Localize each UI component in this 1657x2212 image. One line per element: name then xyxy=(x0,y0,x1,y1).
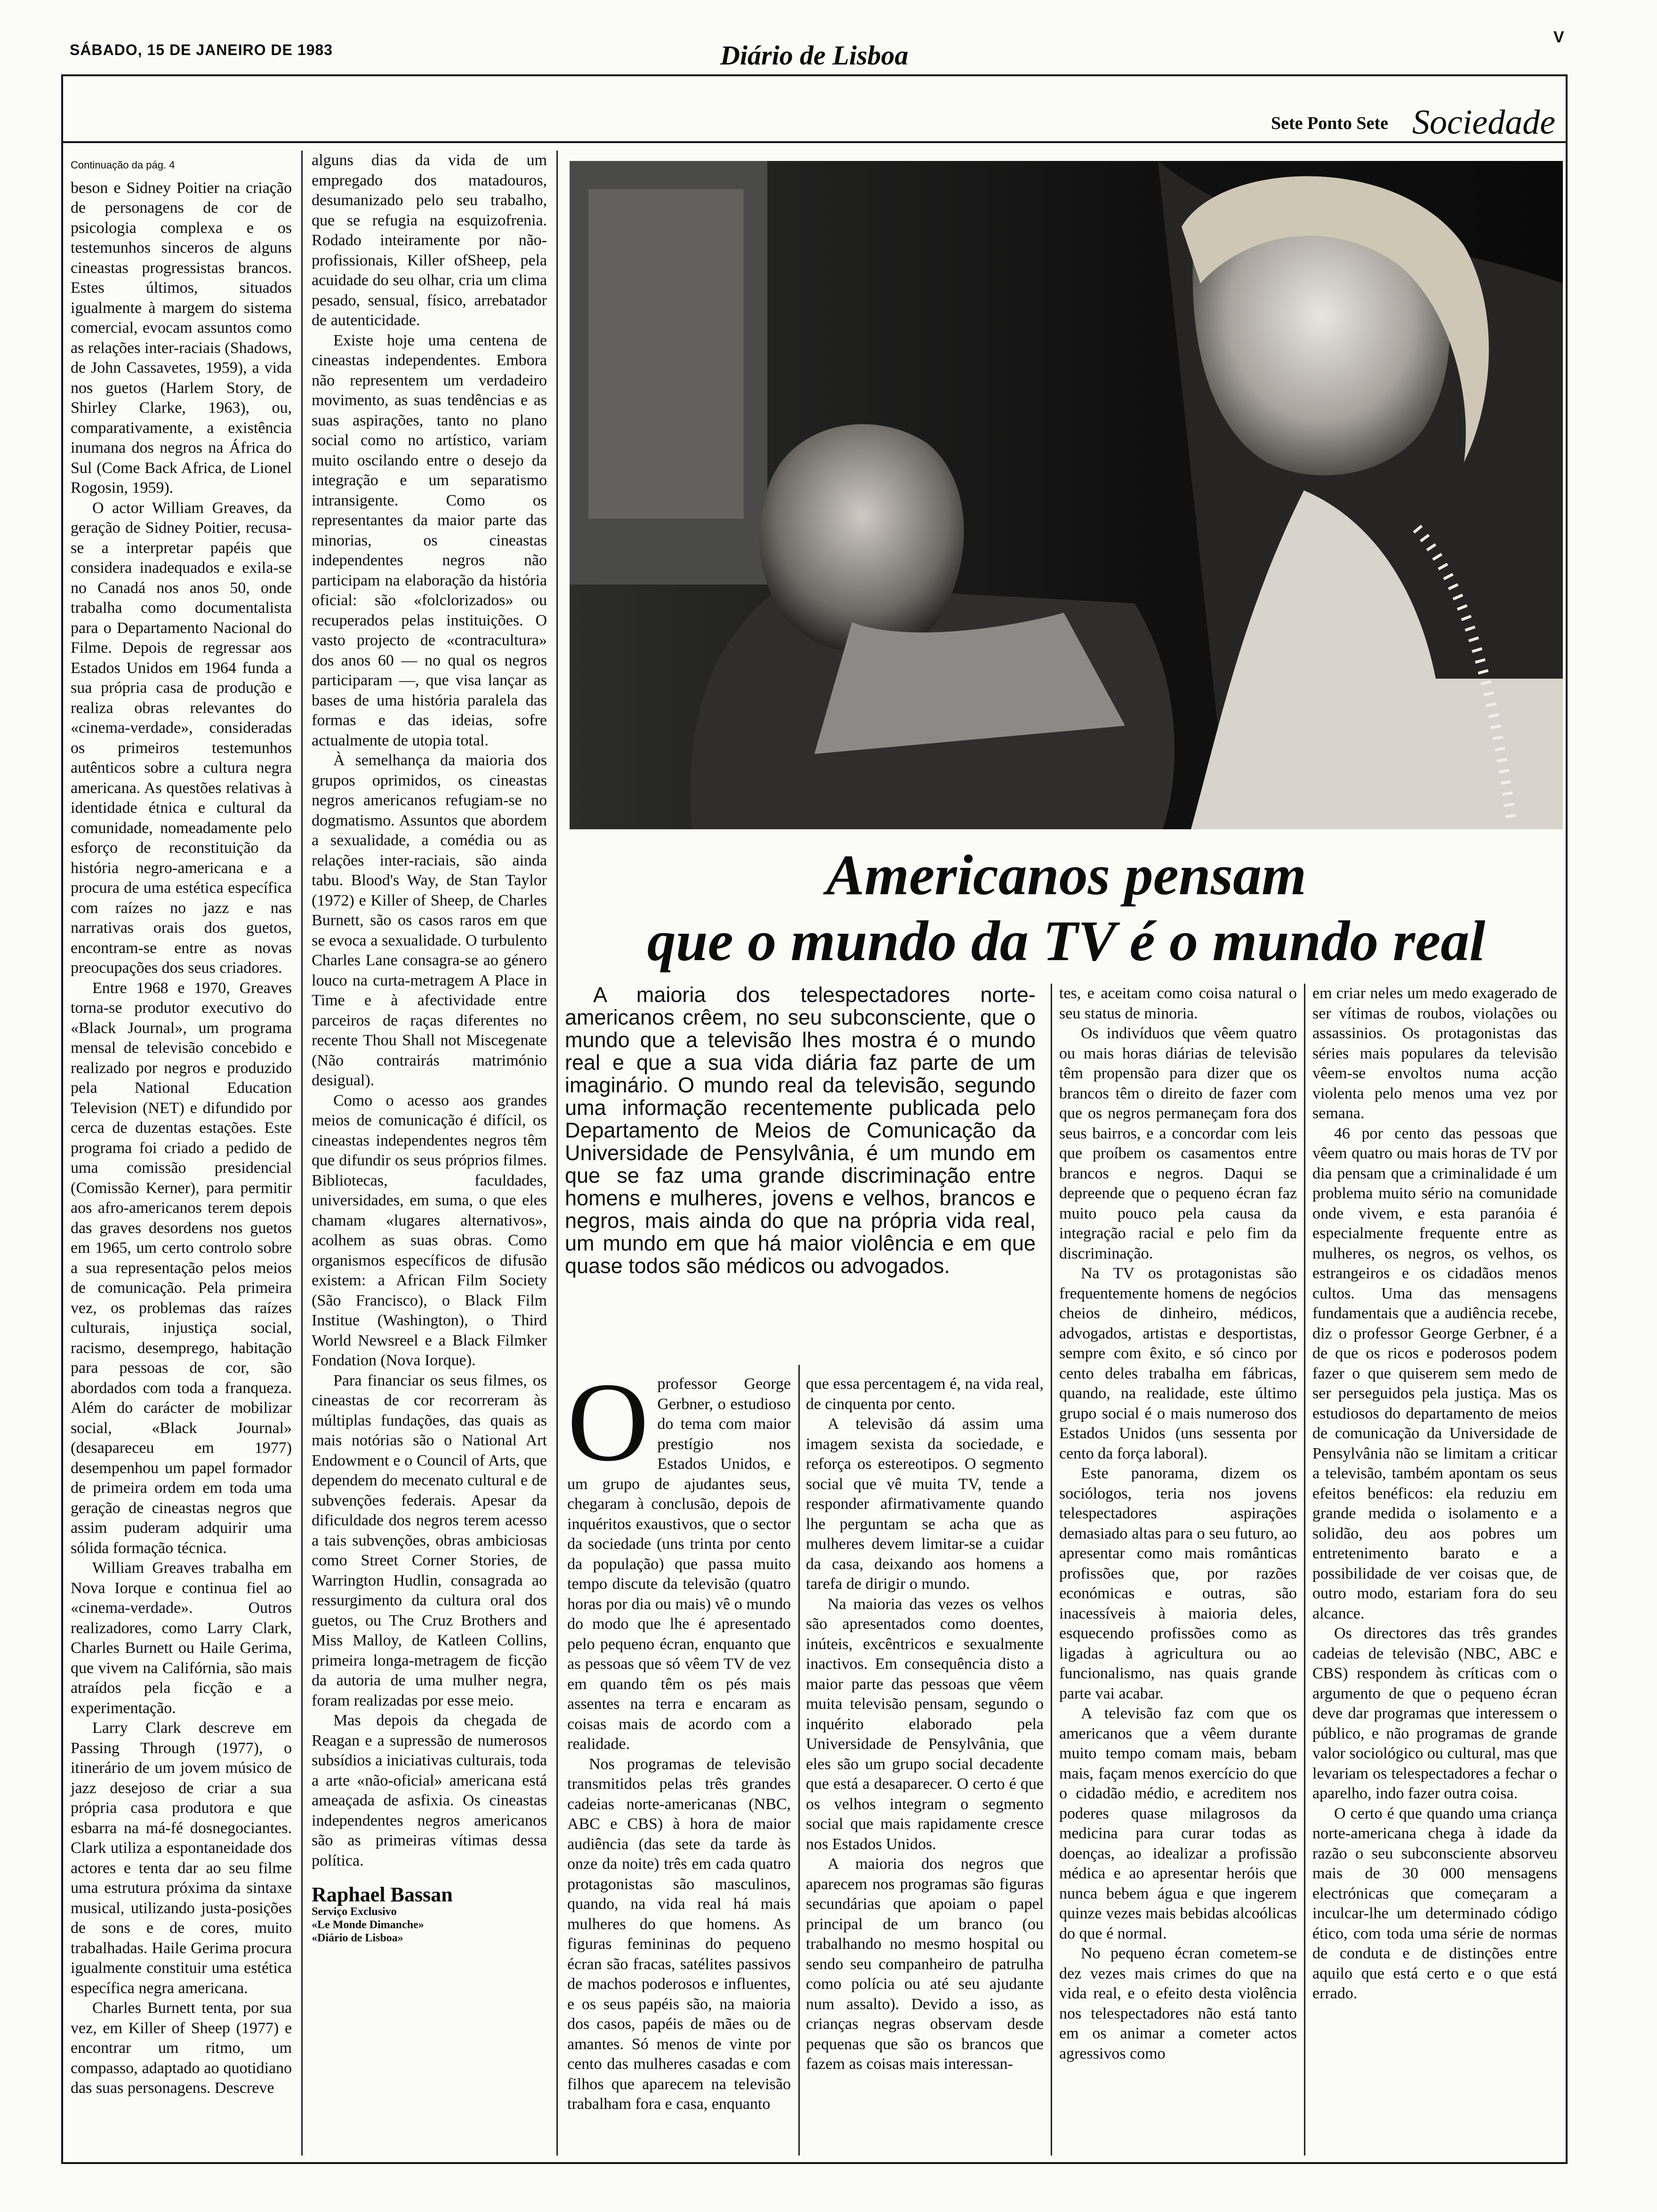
continued-note: Continuação da pág. 4 xyxy=(71,159,175,171)
masthead: Diário de Lisboa xyxy=(720,40,909,71)
paragraph xyxy=(567,1359,791,1755)
headline-line-2: que o mundo da TV é o mundo real xyxy=(647,909,1486,973)
tv-article-col-3 xyxy=(1059,984,1297,2064)
paragraph: alguns dias da vida de um empregado dos matadouros, desumanizado pelo seu trabalho, que se refugia na esquizofrenia. Rodado inteiramente por não-profissionais, Killer ofSheep, pela acuidade do seu olhar, cria um clima pesado, sensual, físico, arrebatador de autenticidade. xyxy=(312,152,547,329)
credit-line: «Le Monde Dimanche» xyxy=(312,1918,424,1931)
column-rule xyxy=(556,151,558,2156)
paragraph: À semelhança da maioria dos grupos oprimidos, os cineastas negros americanos refugiam-se no dogmatismo. Assuntos que abordem a sexualidade, a comédia ou as relações inter-raciais, são ainda tabu. Blood's Way, de Stan Taylor (1972) e Killer of Sheep, de Charles Burnett, são os casos raros em que se evoca a sexualidade. O turbulento Charles Lane consagra-se ao género louco na curta-metragem A Place in Time e à afectividade entre parceiros de raças diferentes no recente Thou Shall not Miscegenate (Não contrairás matrimónio desigual). xyxy=(312,752,547,1089)
paragraph: Como o acesso aos grandes meios de comunicação é difícil, os cineastas independentes negros têm que difundir os seus próprios filmes. Bibliotecas, faculdades, universidades, em suma, o que eles chamam «lugares alternativos», acolhem as suas obras. Como organismos específicos de difusão existem: a African Film Society (São Francisco), o Black Film Institue (Washington), o Third World Newsreel e a Black Filmker Fondation (Nova Iorque). xyxy=(312,1091,547,1369)
paragraph: Existe hoje uma centena de cineastas independentes. Embora não representem um verdadeiro movimento, as suas tendências e as suas aspirações, tanto no plano social como no artístico, variam muito oscilando entre o desejo da integração e um separatismo intransigente. Como os representantes da maior parte das minorias, os cineastas independentes negros não participam na elaboração da história oficial: são «folclorizados» ou recuperados pelas instituições. O vasto projecto de «contracultura» dos anos 60 — no qual os negros participaram —, que visa lançar as bases de uma história paralela das formas e das ideias, sofre actualmente de utopia total. xyxy=(312,331,547,749)
paragraph: A televisão dá assim uma imagem sexista da sociedade, e reforça os estereotipos. O segmento social que vê muita TV, tende a responder afirmativamente quando lhe perguntam se acha que as mulheres devem limitar-se a cuidar da casa, deixando aos homens a tarefa de dirigir o mundo. xyxy=(806,1415,1044,1593)
lead-paragraph: A maioria dos telespectadores norte-americanos crêem, no seu subconsciente, que o mundo que a televisão lhes mostra é o mundo real e que a sua vida diária faz parte de um imaginário. O mundo real da televisão, segundo uma informação recentemente publicada pelo Departamento de Meios de Comunicação da Universidade de Pensylvânia, é um mundo em que se faz uma grande discriminação entre homens e mulheres, jovens e velhos, brancos e negros, mais ainda do que na própria vida real, um mundo em que há maior violência e em que quase todos são médicos ou advogados. xyxy=(565,983,1036,1278)
paragraph: Os indivíduos que vêem quatro ou mais horas diárias de televisão têm propensão para dizer que os brancos têm o direito de fazer com que os negros permaneçam fora dos seus bairros, e a concordar com leis que proíbem os casamentos entre brancos e negros. Daqui se depreende que o pequeno écran faz muito pouco pela causa da integração racial e pelo fim da discriminação. xyxy=(1059,1025,1297,1262)
column-rule xyxy=(798,1365,800,2156)
film-still-photo xyxy=(570,161,1563,829)
paragraph-text: professor George Gerbner, o estudioso do tema com maior prestígio nos Estados Unidos, e um grupo de ajudantes seus, chegaram à conclusão, depois de inquéritos exaustivos, que o sector da sociedade (uns trinta por cento da população) que passa muito tempo discute da televisão (quatro horas por dia ou mais) vê o mundo do modo que lhe é apresentado pelo pequeno écran, enquanto que as pessoas que só vêem TV de vez em quando têm os pés mais assentes na terra e encaram as coisas mais de acordo com a realidade. xyxy=(567,1375,791,1753)
paragraph: Na maioria das vezes os velhos são apresentados como doentes, inúteis, excêntricos e sexualmente inactivos. Em consequência disto a maior parte das pessoas que vêem muita televisão pensam, segundo o inquérito elaborado pela Universidade de Pensylvânia, que eles são um grupo social decadente que está a desaparecer. O certo é que os velhos integram o segmento social que mais rapidamente cresce nos Estados Unidos. xyxy=(806,1595,1044,1853)
paragraph: Charles Burnett tenta, por sua vez, em Killer of Sheep (1977) e encontrar um ritmo, um compasso, adaptado ao quotidiano das suas personagens. Descreve xyxy=(71,1999,292,2097)
paragraph: em criar neles um medo exagerado de ser vítimas de roubos, violações ou assassinios. Os protagonistas das séries mais populares da televisão vêem-se envoltos numa acção violenta pelo menos uma vez por semana. xyxy=(1312,985,1557,1122)
paragraph: Nos programas de televisão transmitidos pelas três grandes cadeias norte-americanas (NBC, ABC e CBS) à hora de maior audiência (das sete da tarde às onze da noite) três em cada quatro protagonistas são masculinos, quando, na vida real há mais mulheres do que homens. As figuras femininas do pequeno écran são fracas, satélites passivos de machos poderosos e influentes, e os seus papéis são, na maioria dos casos, papéis de mães ou de amantes. Só menos de vinte por cento das mulheres casadas e com filhos que aparecem na televisão trabalham fora e casa, enquanto xyxy=(567,1755,791,2113)
tv-article-col-2 xyxy=(806,1374,1044,2075)
tv-article-col-1 xyxy=(567,1359,791,2115)
paragraph: Os directores das três grandes cadeias de televisão (NBC, ABC e CBS) respondem às críticas com o argumento de que o pequeno écran deve dar programas que interessem o público, e não programas de grande valor sociológico ou cultural, mas que levariam os telespectadores a fechar o aparelho, indo fazer outra coisa. xyxy=(1312,1625,1557,1802)
paragraph: Larry Clark descreve em Passing Through (1977), o itinerário de um jovem músico de jazz desejoso de criar a sua própria casa produtora e que esbarra na má-fé dosnegociantes. Clark utiliza a espontaneidade dos actores e tenta dar ao seu filme uma estrutura próxima da sintaxe musical, utilizando justa-posições de sons e de cores, muito trabalhadas. Haile Gerima procura igualmente constituir uma estética específica negra americana. xyxy=(71,1719,292,1997)
page-mark: V xyxy=(1553,28,1564,46)
dateline: SÁBADO, 15 DE JANEIRO DE 1983 xyxy=(70,41,333,58)
section-subtitle: Sete Ponto Sete xyxy=(1271,113,1389,133)
section-title: Sociedade xyxy=(1412,103,1556,142)
byline: Raphael Bassan xyxy=(312,1883,453,1906)
paragraph: tes, e aceitam como coisa natural o seu status de minoria. xyxy=(1059,985,1297,1022)
left-article-col-2 xyxy=(312,151,547,1945)
headline-line-1: Americanos pensam xyxy=(826,843,1307,907)
paragraph: Este panorama, dizem os sociólogos, teria nos jovens telespectadores aspirações demasiado altas para o seu futuro, ao apresentar como mais românticas profissões que, por razões económicas e outras, são inacessíveis à maioria deles, esquecendo profissões como as ligadas à agricultura ou ao funcionalismo, nas quais grande parte vai acabar. xyxy=(1059,1465,1297,1702)
credit-line: Serviço Exclusivo xyxy=(312,1905,397,1918)
paragraph: A maioria dos negros que aparecem nos programas são figuras secundárias que apoiam o papel principal de um branco (ou trabalhando no mesmo hospital ou sendo seu companheiro de patrulha como polícia ou até seu ajudante num assalto). Devido a isso, as crianças negras observam desde pequenas que são os brancos que fazem as coisas mais interessan- xyxy=(806,1855,1044,2073)
paragraph: que essa percentagem é, na vida real, de cinquenta por cento. xyxy=(806,1375,1044,1413)
drop-cap: O xyxy=(567,1359,649,1484)
column-rule xyxy=(1051,984,1052,2156)
column-rule xyxy=(1304,984,1305,2156)
tv-article-col-4 xyxy=(1312,984,1557,2004)
paragraph: beson e Sidney Poitier na criação de personagens de cor de psicologia complexa e os testemunhos sinceros de alguns cineastas progressistas brancos. Estes últimos, situados igualmente à margem do sistema comercial, evocam assuntos como as relações inter-raciais (Shadows, de John Cassavetes, 1959), a vida nos guetos (Harlem Story, de Shirley Clarke, 1963), ou, comparativamente, a existência inumana dos negros na África do Sul (Come Back Africa, de Lionel Rogosin, 1959). xyxy=(71,179,292,497)
paragraph: Na TV os protagonistas são frequentemente homens de negócios cheios de dinheiro, médicos, advogados, artistas e desportistas, sempre com êxito, e só cinco por cento deles trabalha em fábricas, quando, na realidade, este último grupo social é o mais numeroso dos Estados Unidos (uns sessenta por cento da força laboral). xyxy=(1059,1265,1297,1462)
left-article-col-1 xyxy=(71,155,292,2099)
paragraph: O actor William Greaves, da geração de Sidney Poitier, recusa-se a interpretar papéis que considera inadequados e exila-se no Canadá nos anos 50, onde trabalha como documentalista para o Departamento Nacional do Filme. Depois de regressar aos Estados Unidos em 1964 funda a sua própria casa de produção e realiza obras relevantes do «cinema-verdade», consideradas os primeiros testemunhos autênticos sobre a cultura negra americana. As questões relativas à identidade étnica e cultural da comunidade, nomeadamente pelo esforço de reconstituição da história negro-americana e a procura de uma estética específica com raízes no jazz e nas narrativas orais dos guetos, encontram-se entre as novas preocupações dos seus criadores. xyxy=(71,499,292,977)
paragraph: William Greaves trabalha em Nova Iorque e continua fiel ao «cinema-verdade». Outros realizadores, como Larry Clark, Charles Burnett ou Haile Gerima, que vivem na Califórnia, são mais atraídos pela ficção e a experimentação. xyxy=(71,1559,292,1717)
paragraph: 46 por cento das pessoas que vêem quatro ou mais horas de TV por dia pensam que a criminalidade é um problema muito sério na comunidade onde vivem, e esta paranóia é especialmente frequente entre as mulheres, os negros, os velhos, os estrangeiros e os cidadãos menos cultos. Uma das mensagens fundamentais que a audiência recebe, diz o professor George Gerbner, é a de que os ricos e poderosos podem fazer o que quiserem sem medo de ser perseguidos pela justiça. Mas os estudiosos do departamento de meios de comunicação da Universidade de Pensylvânia não se limitam a criticar a televisão, também apontam os seus efeitos benéficos: ela reduziu em grande medida o isolamento e a solidão, deu aos pobres um entretenimento barato e a possibilidade de ver coisas que, de outro modo, estariam fora do seu alcance. xyxy=(1312,1124,1557,1622)
headline xyxy=(570,842,1563,974)
credit-line: «Diário de Lisboa» xyxy=(312,1931,403,1944)
paragraph: Entre 1968 e 1970, Greaves torna-se produtor executivo do «Black Journal», um programa mensal de televisão concebido e realizado por negros e produzido pela National Education Television (NET) e difundido por cerca de duzentas estações. Este programa foi criado a pedido de uma comissão presidencial (Comissão Kerner), para permitir aos afro-americanos terem depois das graves desordens nos guetos em 1965, um certo controlo sobre a sua representação pelos meios de comunicação. Pela primeira vez, os problemas das raízes culturais, injustiça social, racismo, desemprego, habitação para pessoas de cor, são abordados com toda a franqueza. Além do carácter de mobilizar social, «Black Journal» (desapareceu em 1977) desempenhou um papel formador de primeira ordem em toda uma geração de cineastas negros que assim puderam adquirir uma sólida formação técnica. xyxy=(71,979,292,1557)
paragraph: O certo é que quando uma criança norte-americana chega à idade da razão o seu subconsciente absorveu mais de 30 000 mensagens electrónicas que começaram a inculcar-lhe um determinado código ético, com toda uma série de normas de conduta e de distinções entre aquilo que está certo e o que está errado. xyxy=(1312,1804,1557,2002)
paragraph: Mas depois da chegada de Reagan e a supressão de numerosos subsídios a iniciativas culturais, toda a arte «não-oficial» americana está ameaçada de asfixia. Os cineastas independentes negros americanos são as primeiras vítimas dessa política. xyxy=(312,1712,547,1869)
photo-scene-icon xyxy=(570,161,1563,829)
header-rule xyxy=(61,141,1568,143)
paragraph: A televisão faz com que os americanos que a vêem durante muito tempo comam mais, bebam mais, façam menos exercício do que o cidadão médio, e acreditem nos poderes quase milagrosos da medicina para curar todas as doenças, ao idealizar a profissão médica e ao apresentar heróis que nunca bebem água e que ingerem quinze vezes mais bebidas alcoólicas do que é normal. xyxy=(1059,1705,1297,1942)
paragraph: No pequeno écran cometem-se dez vezes mais crimes do que na vida real, e o efeito desta violência nos telespectadores não está tanto em os animar a cometer actos agressivos como xyxy=(1059,1945,1297,2062)
paragraph: Para financiar os seus filmes, os cineastas de cor recorreram às múltiplas fundações, das quais as mais notórias são o National Art Endowment e o Council of Arts, que dependem do mecenato cultural e de subvenções federais. Apesar da dificuldade dos negros terem acesso a tais subvenções, obras ambiciosas como Street Corner Stories, de Warrington Hudlin, consagrada ao ressurgimento da cultura oral dos guetos, ou The Cruz Brothers and Miss Malloy, de Katleen Collins, primeira longa-metragem de ficção da autoria de uma mulher negra, foram realizadas por esse meio. xyxy=(312,1371,547,1709)
column-rule xyxy=(301,151,303,2156)
